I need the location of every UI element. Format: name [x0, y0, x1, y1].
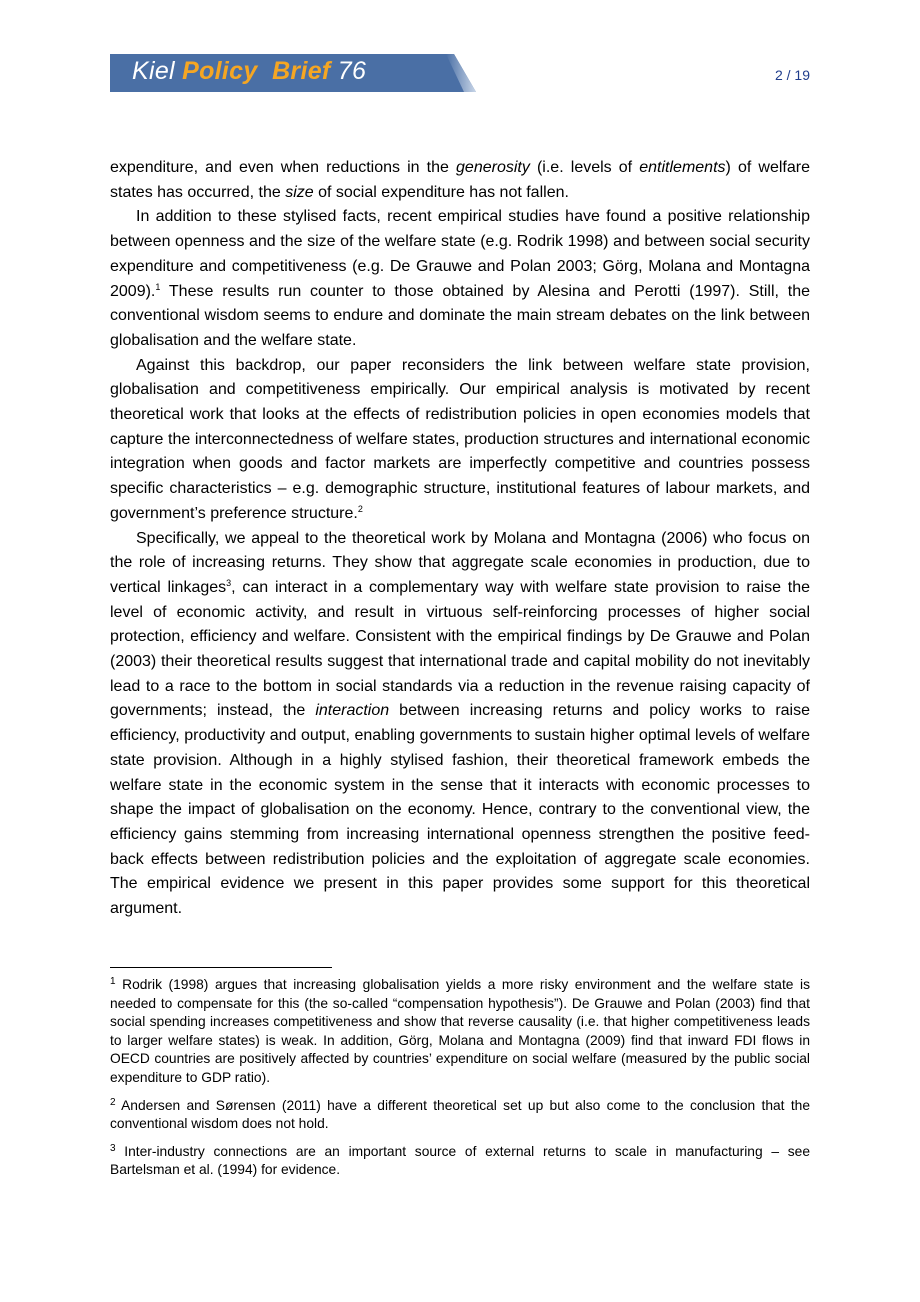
- emphasis-text: generosity: [456, 159, 530, 176]
- text-run: between increasing returns and policy works to raise efficiency, productivity and output, enabling governments to sustain higher optimal levels of welfare state provision. Although in a highly stylised fashion, their theoretical framework embeds the welfare state in the economic system in the sense that it interacts with economic processes to shape the impact of globalisation on the economy. Hence, contrary to the conventional view, the efficiency gains stemming from increasing international openness strengthen the positive feed-back effects between redistribution policies and the exploitation of aggregate scale economies. The empirical evidence we present in this paper provides some support for this theoretical argument.: [110, 702, 810, 918]
- text-run: In addition to these stylised facts, recent empirical studies have found a positive relationship between openness and the size of the welfare state (e.g. Rodrik 1998) and between social security expenditure and competitiveness (e.g. De Grauwe and Polan 2003; Görg, Molana and Montagna 2009).: [110, 208, 810, 300]
- text-run: Against this backdrop, our paper reconsiders the link between welfare state provision, globalisation and competitiveness empirically. Our empirical analysis is motivated by recent theoretical work that looks at the effects of redistribution policies in open economies models that capture the interconnectedness of welfare states, production structures and international economic integration when goods and factor markets are imperfectly competitive and countries possess specific characteristics – e.g. demographic structure, institutional features of labour markets, and government’s preference structure.: [110, 356, 810, 522]
- text-run: of social expenditure has not fallen.: [313, 183, 569, 201]
- footnote-number: 3: [110, 1142, 116, 1154]
- banner-series: Policy Brief: [182, 57, 331, 85]
- paragraph: [110, 156, 810, 205]
- paragraph: [110, 354, 810, 527]
- banner-title: [132, 57, 366, 86]
- emphasis-text: entitlements: [639, 159, 726, 176]
- emphasis-text: interaction: [315, 702, 390, 720]
- footnote-text: Andersen and Sørensen (2011) have a different theoretical set up but also come to the conclusion that the conventional wisdom does not hold.: [110, 1097, 810, 1132]
- banner-brand: Kiel: [132, 57, 175, 85]
- paragraph: [110, 205, 810, 353]
- text-run: , can interact in a complementary way with welfare state provision to raise the level of economic activity, and result in virtuous self-reinforcing processes of higher social protection, efficiency and welfare. Consistent with the empirical findings by De Grauwe and Polan (2003) their theoretical results suggest that international trade and capital mobility do not inevitably lead to a race to the bottom in social standards via a reduction in the revenue raising capacity of governments; instead, the: [110, 578, 811, 720]
- text-run: Specifically, we appeal to the theoretical work by Molana and Montagna (2006) who focus on the role of increasing returns. They show that aggregate scale economies in production, due to vertical linkages: [110, 529, 810, 596]
- footnote-ref: 3: [226, 577, 232, 588]
- text-run: ) of welfare states has occurred, the: [110, 159, 810, 201]
- emphasis-text: size: [285, 183, 314, 201]
- main-text: [110, 156, 810, 922]
- footnote-ref: 1: [155, 281, 161, 292]
- paragraph: [110, 527, 810, 922]
- footnote-rule: [110, 967, 332, 968]
- footnote-text: Inter-industry connections are an important source of external returns to scale in manufacturing – see Bartelsman et al. (1994) for evidence.: [110, 1143, 810, 1178]
- footnote-text: Rodrik (1998) argues that increasing globalisation yields a more risky environment and the welfare state is needed to compensate for this (the so-called “compensation hypothesis”). De Grauwe and Polan (2003) find that social spending increases competitiveness and show that reverse causality (i.e. that higher competitiveness leads to larger welfare states) is weak. In addition, Görg, Molana and Montagna (2009) find that inward FDI flows in OECD countries are positively affected by countries’ expenditure on social welfare (measured by the public social expenditure to GDP ratio).: [110, 977, 810, 1085]
- header-banner: [110, 54, 476, 92]
- banner-issue: 76: [337, 57, 367, 85]
- text-run: expenditure, and even when reductions in the: [110, 159, 457, 176]
- footnote-ref: 2: [357, 503, 363, 514]
- footnote-3: [110, 1143, 810, 1180]
- footnote-number: 2: [110, 1096, 116, 1108]
- page-number: 2 / 19: [774, 67, 810, 83]
- text-run: These results run counter to those obtained by Alesina and Perotti (1997). Still, the conventional wisdom seems to endure and dominate the main stream debates on the link between globalisation and the welfare state.: [110, 282, 810, 349]
- footnote-2: [110, 1097, 810, 1134]
- footnotes: [110, 976, 810, 1189]
- footnote-1: [110, 976, 810, 1088]
- footnote-number: 1: [110, 976, 116, 987]
- text-run: (i.e. levels of: [529, 159, 640, 176]
